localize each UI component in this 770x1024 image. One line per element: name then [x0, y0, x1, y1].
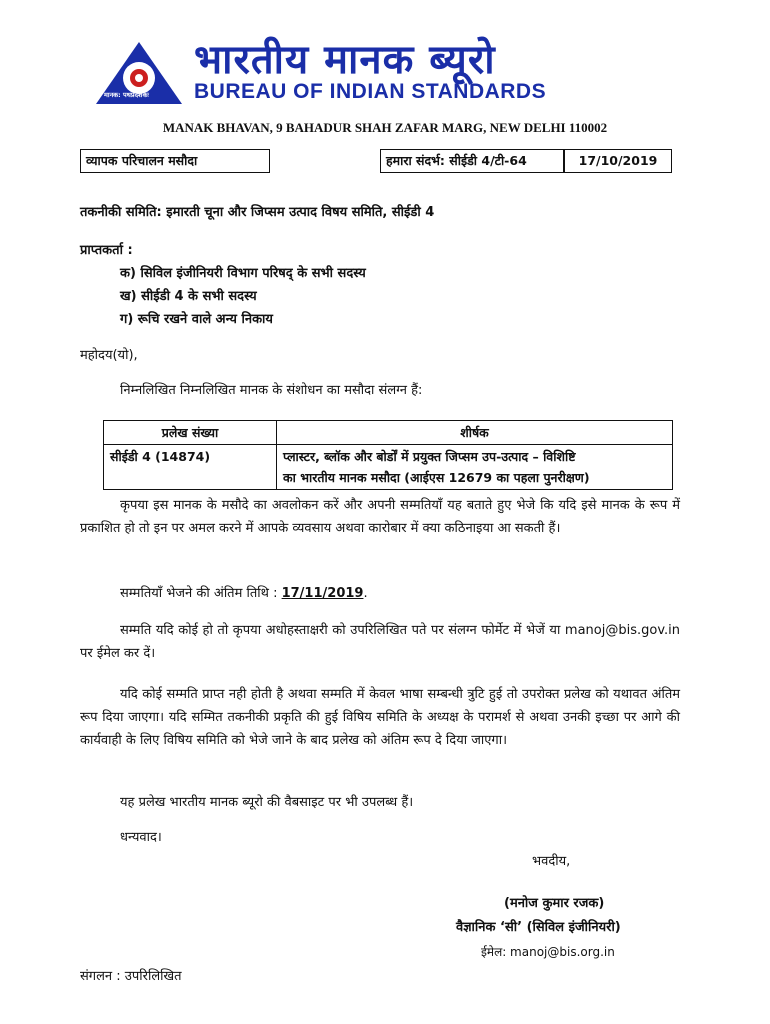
emblem-caption: मानक: पथप्रदर्शकः — [104, 91, 149, 99]
recipient-item: क) सिविल इंजीनियरी विभाग परिषद् के सभी सदस्य — [120, 266, 366, 281]
recipients-label: प्राप्तकर्ता : — [80, 243, 133, 258]
org-name-english: BUREAU OF INDIAN STANDARDS — [194, 80, 547, 103]
deadline-suffix: . — [363, 586, 368, 601]
closing-line: भवदीय, — [532, 854, 571, 869]
committee-line: तकनीकी समिति: इमारती चूना और जिप्सम उत्पाद विषय समिति, सीईडी 4 — [80, 205, 435, 220]
draft-type-box: व्यापक परिचालन मसौदा — [80, 149, 270, 173]
enclosure-line: संगलन : उपरिलिखित — [80, 969, 182, 984]
salutation: महोदय(यो), — [80, 348, 138, 363]
doc-number-cell: सीईडी 4 (14874) — [104, 445, 277, 490]
table-header-cell: शीर्षक — [277, 421, 673, 445]
date-box: 17/10/2019 — [564, 149, 672, 173]
request-paragraph: कृपया इस मानक के मसौदे का अवलोकन करें और अपनी सम्मतियॉं यह बताते हुए भेजे कि यदि इसे मानक के रूप में प्रकाशित हो तो इन पर अमल करने में आपके व्यवसाय अथवा कारोबार में क्या कठिनाइया आ सकती हैं। — [80, 498, 680, 536]
deadline-line — [120, 583, 368, 601]
doc-title-cell — [277, 445, 673, 490]
intro-line: निम्नलिखित निम्नलिखित मानक के संशोधन का मसौदा संलग्न हैं: — [120, 383, 423, 398]
final-paragraph: यदि कोई सम्मति प्राप्त नही होती है अथवा सम्मति में केवल भाषा सम्बन्धी त्रुटि हुई तो उपरोक्त प्रलेख को यथावत अंतिम रूप दिया जाएगा। यदि सम्मित तकनीकी प्रकृति की हुई विषिय समिति के अध्यक्ष के परामर्श से अथवा उनकी इच्छा पर आगे की कार्यवाही के लिए विषिय समिति को भेजे जाने के बाद प्रलेख को अंतिम रूप दे दिया जाएगा। — [80, 687, 680, 748]
org-address: MANAK BHAVAN, 9 BAHADUR SHAH ZAFAR MARG, NEW DELHI 110002 — [162, 120, 608, 135]
table-header-row — [104, 421, 673, 445]
document-table — [103, 420, 673, 490]
recipient-item: ग) रूचि रखने वाले अन्य निकाय — [120, 312, 273, 327]
recipient-item: ख) सीईडी 4 के सभी सदस्य — [120, 289, 257, 304]
table-row — [104, 445, 673, 490]
doc-title-line: का भारतीय मानक मसौदा (आईएस 12679 का पहला पुनरीक्षण) — [283, 470, 590, 485]
signatory-email: ईमेल: manoj@bis.org.in — [481, 945, 615, 959]
signatory-designation: वैज्ञानिक ‘सी’ (सिविल इंजीनियरी) — [456, 920, 621, 935]
reference-box: हमारा संदर्भ: सीईडी 4/टी-64 — [380, 149, 564, 173]
table-header-cell: प्रलेख संख्या — [104, 421, 277, 445]
deadline-label: सम्मतियॉं भेजने की अंतिम तिथि : — [120, 586, 282, 601]
deadline-date: 17/11/2019 — [281, 586, 364, 601]
doc-title-line: प्लास्टर, ब्लॉक और बोर्डों में प्रयुक्त जिप्सम उप-उत्पाद – विशिष्टि — [283, 449, 576, 464]
signatory-name: (मनोज कुमार रजक) — [504, 896, 605, 911]
website-note: यह प्रलेख भारतीय मानक ब्यूरो की वैबसाइट पर भी उपलब्ध हैं। — [120, 795, 414, 810]
org-name-hindi: भारतीय मानक ब्यूरो — [194, 36, 496, 83]
thanks-line: धन्यवाद। — [120, 830, 162, 845]
send-paragraph: सम्मति यदि कोई हो तो कृपया अधोहस्ताक्षरी को उपरिलिखित पते पर संलग्न फोर्मेट में भेजें या manoj@bis.gov.in पर ईमेल कर दें। — [80, 623, 680, 661]
